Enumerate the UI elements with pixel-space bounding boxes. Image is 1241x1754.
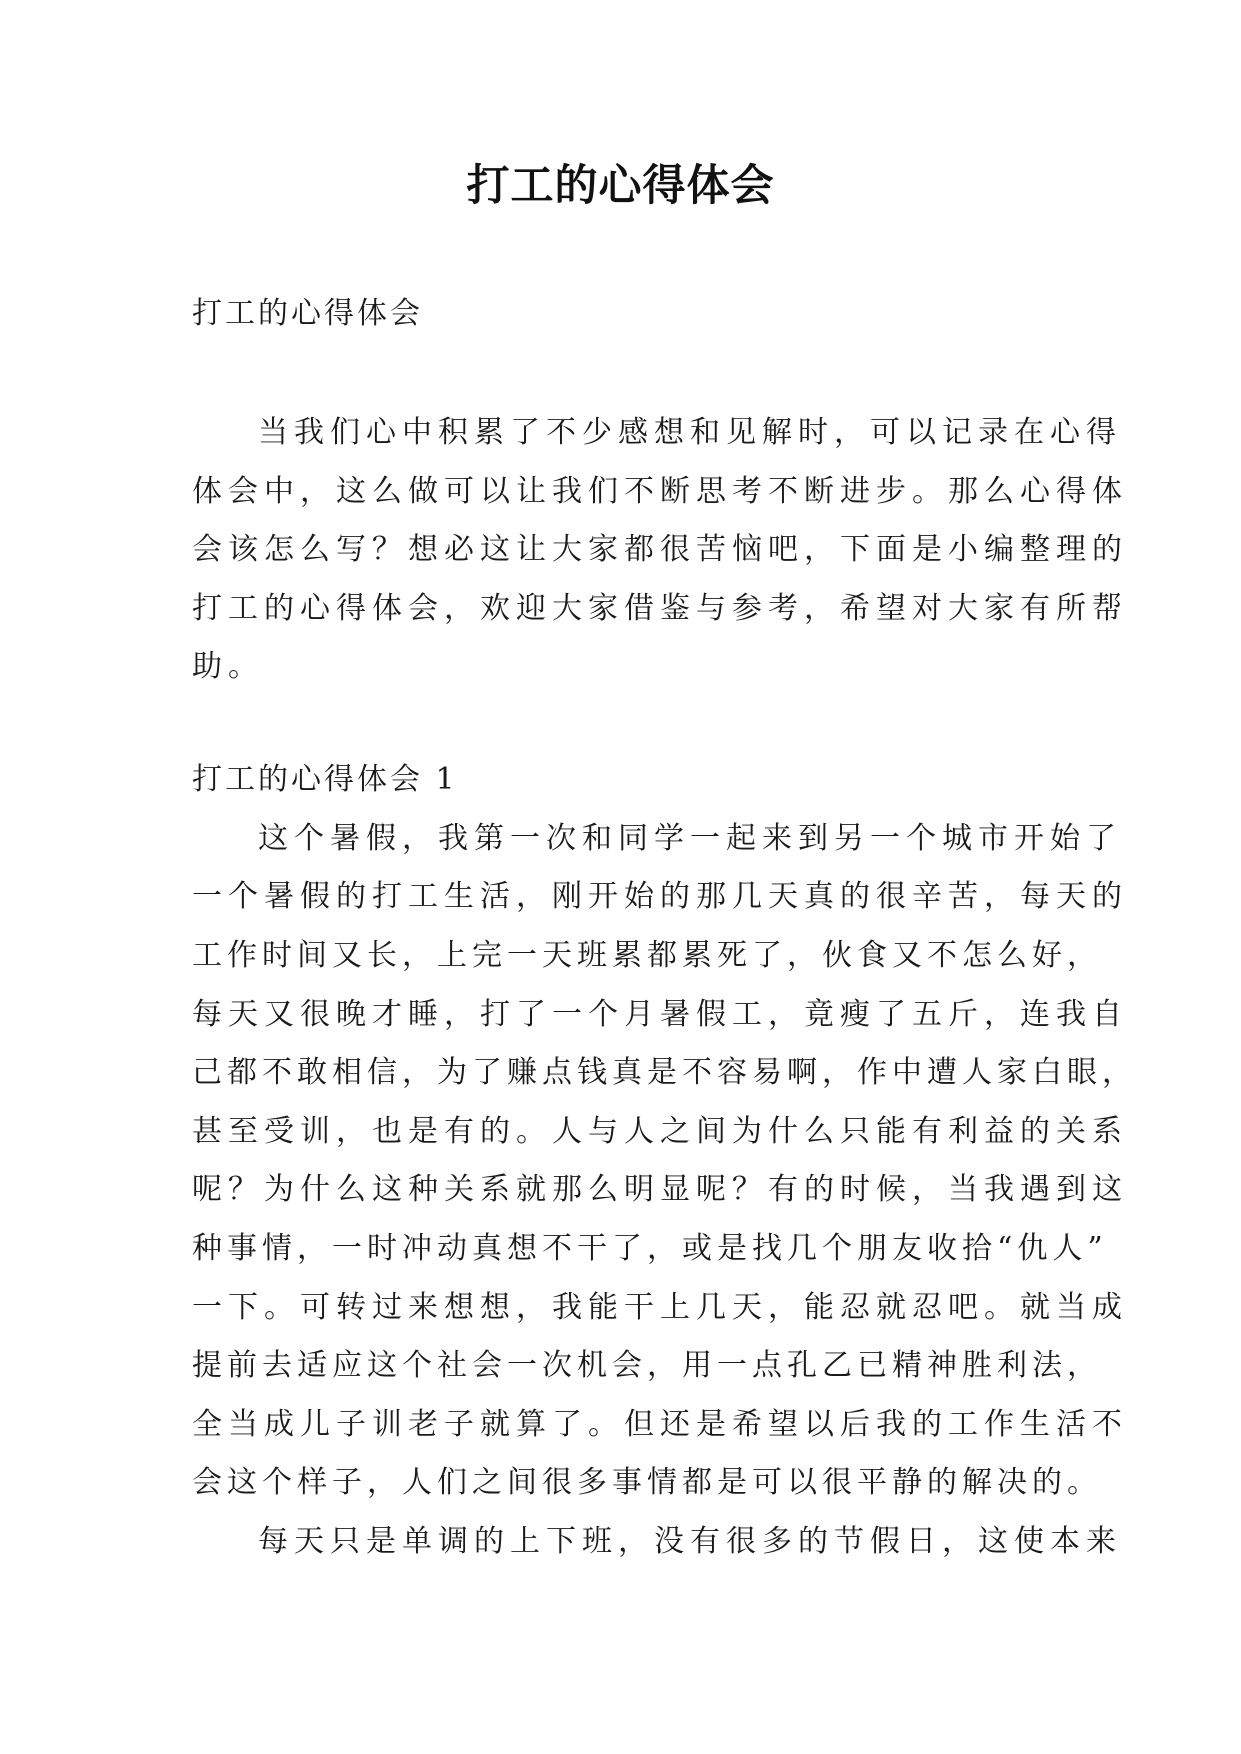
section-1-line-6: 甚至受训，也是有的。人与人之间为什么只能有利益的关系: [192, 1114, 1128, 1149]
section-1-line-9: 一下。可转过来想想，我能干上几天，能忍就忍吧。就当成: [192, 1290, 1128, 1325]
section-1-line-11: 全当成儿子训老子就算了。但还是希望以后我的工作生活不: [192, 1407, 1128, 1442]
section-1-line-12: 会这个样子，人们之间很多事情都是可以很平静的解决的。: [192, 1465, 1102, 1500]
intro-line-1: 当我们心中积累了不少感想和见解时，可以记录在心得: [258, 415, 1122, 450]
document-subtitle: 打工的心得体会: [192, 296, 423, 331]
section-1-line-3: 工作时间又长，上完一天班累都累死了，伙食又不怎么好，: [192, 938, 1102, 973]
intro-line-2: 体会中，这么做可以让我们不断思考不断进步。那么心得体: [192, 474, 1128, 509]
section-1-heading: 打工的心得体会 1: [192, 762, 458, 797]
intro-line-4: 打工的心得体会，欢迎大家借鉴与参考，希望对大家有所帮: [192, 591, 1128, 626]
section-1-para2-line-1: 每天只是单调的上下班，没有很多的节假日，这使本来: [258, 1524, 1122, 1559]
intro-line-3: 会该怎么写？想必这让大家都很苦恼吧，下面是小编整理的: [192, 532, 1128, 567]
section-1-line-2: 一个暑假的打工生活，刚开始的那几天真的很辛苦，每天的: [192, 879, 1128, 914]
section-1-line-8: 种事情，一时冲动真想不干了，或是找几个朋友收拾“仇人”: [192, 1231, 1108, 1266]
section-1-line-10: 提前去适应这个社会一次机会，用一点孔乙已精神胜利法，: [192, 1348, 1102, 1383]
section-1-line-4: 每天又很晚才睡，打了一个月暑假工，竟瘦了五斤，连我自: [192, 997, 1128, 1032]
intro-line-5: 助。: [192, 649, 264, 684]
page-title: 打工的心得体会: [466, 161, 775, 211]
section-1-line-5: 己都不敢相信，为了赚点钱真是不容易啊，作中遭人家白眼，: [192, 1055, 1137, 1090]
section-1-line-1: 这个暑假，我第一次和同学一起来到另一个城市开始了: [258, 821, 1122, 856]
section-1-line-7: 呢？为什么这种关系就那么明显呢？有的时候，当我遇到这: [192, 1172, 1128, 1207]
